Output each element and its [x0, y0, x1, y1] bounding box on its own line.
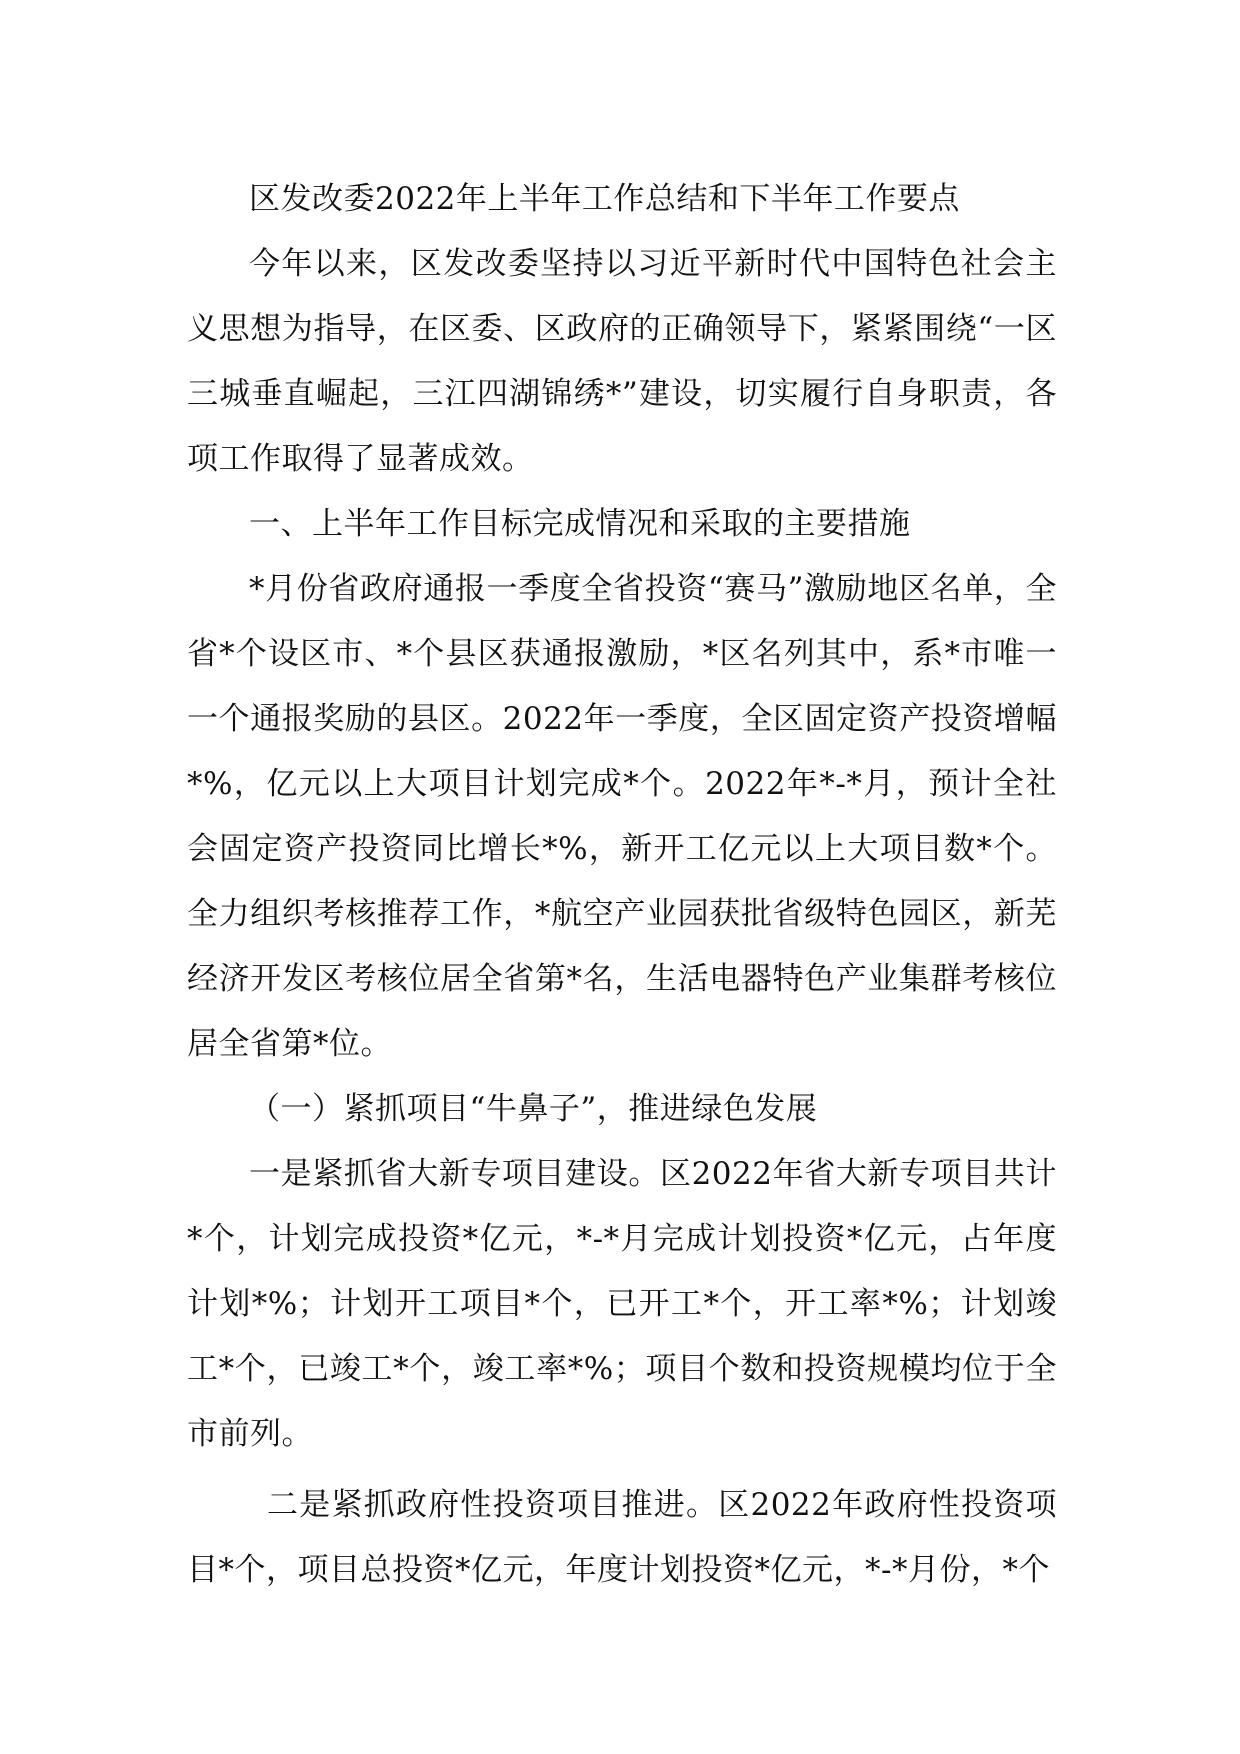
- document-title: 区发改委2022年上半年工作总结和下半年工作要点: [249, 181, 960, 217]
- section-heading: 一、上半年工作目标完成情况和采取的主要措施: [249, 506, 911, 542]
- intro-paragraph: 今年以来，区发改委坚持以习近平新时代中国特色社会主义思想为指导，在区委、区政府的正确领导下，紧紧围绕“一区三城垂直崛起，三江四湖锦绣*”建设，切实履行自身职责，各项工作取得了显著成效。: [187, 246, 1057, 477]
- summary-paragraph: *月份省政府通报一季度全省投资“赛马”激励地区名单，全省*个设区市、*个县区获通报激励，*区名列其中，系*市唯一一个通报奖励的县区。2022年一季度，全区固定资产投资增幅*%，亿元以上大项目计划完成*个。2022年*-*月，预计全社会固定资产投资同比增长*%，新开工亿元以上大项目数*个。全力组织考核推荐工作，*航空产业园获批省级特色园区，新芜经济开发区考核位居全省第*名，生活电器特色产业集群考核位居全省第*位。: [187, 571, 1057, 1062]
- item-two-paragraph: 二是紧抓政府性投资项目推进。区2022年政府性投资项目*个，项目总投资*亿元，年度计划投资*亿元，*-*月份，*个: [187, 1487, 1057, 1588]
- document-body: [187, 167, 1057, 1603]
- subsection-heading: （一）紧抓项目“牛鼻子”，推进绿色发展: [249, 1091, 818, 1127]
- item-one-paragraph: 一是紧抓省大新专项目建设。区2022年省大新专项目共计*个，计划完成投资*亿元，*-*月完成计划投资*亿元，占年度计划*%；计划开工项目*个，已开工*个，开工率*%；计划竣工*个，已竣工*个，竣工率*%；项目个数和投资规模均位于全市前列。: [187, 1156, 1057, 1452]
